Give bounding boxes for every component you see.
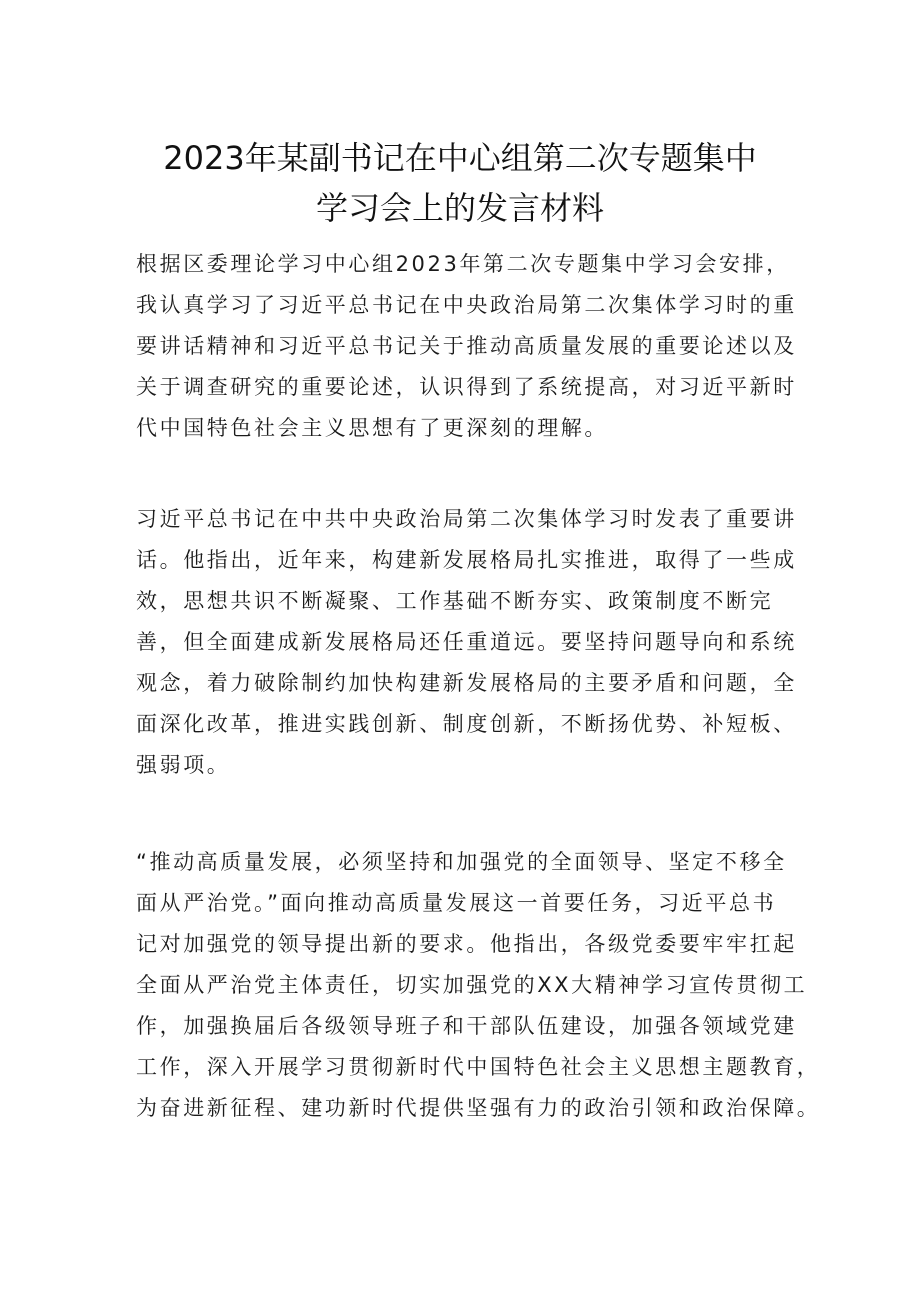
paragraph-line: 工作，深入开展学习贯彻新时代中国特色社会主义思想主题教育，: [136, 1055, 821, 1079]
paragraph-line: 话。他指出，近年来，构建新发展格局扎实推进，取得了一些成: [136, 548, 797, 572]
paragraph-line: 习近平总书记在中共中央政治局第二次集体学习时发表了重要讲: [136, 507, 797, 531]
paragraph-line: 效，思想共识不断凝聚、工作基础不断夯实、政策制度不断完: [136, 589, 774, 613]
paragraph-line: 善，但全面建成新发展格局还任重道远。要坚持问题导向和系统: [136, 630, 797, 654]
paragraph-line: 面从严治党。”面向推动高质量发展这一首要任务，习近平总书: [136, 891, 777, 915]
paragraph-line: 要讲话精神和习近平总书记关于推动高质量发展的重要论述以及: [136, 334, 797, 358]
paragraph-line: 根据区委理论学习中心组2023年第二次专题集中学习会安排，: [136, 252, 790, 276]
paragraph-2: [136, 499, 796, 786]
paragraph-line: “推动高质量发展，必须坚持和加强党的全面领导、坚定不移全: [136, 850, 787, 874]
paragraph-line: 为奋进新征程、建功新时代提供坚强有力的政治引领和政治保障。: [136, 1096, 821, 1120]
paragraph-line: 我认真学习了习近平总书记在中央政治局第二次集体学习时的重: [136, 293, 797, 317]
paragraph-line: 强弱项。: [136, 753, 231, 777]
paragraph-line: 全面从严治党主体责任，切实加强党的XX大精神学习宣传贯彻工: [136, 973, 808, 997]
paragraph-line: 作，加强换届后各级领导班子和干部队伍建设，加强各领域党建: [136, 1014, 797, 1038]
paragraph-line: 观念，着力破除制约加快构建新发展格局的主要矛盾和问题，全: [136, 671, 797, 695]
paragraph-line: 关于调查研究的重要论述，认识得到了系统提高，对习近平新时: [136, 375, 797, 399]
document-title-line-2: 学习会上的发言材料: [315, 189, 604, 227]
paragraph-1: [136, 244, 796, 449]
paragraph-line: 代中国特色社会主义思想有了更深刻的理解。: [136, 416, 608, 440]
paragraph-3: [136, 842, 821, 1129]
paragraph-line: 记对加强党的领导提出新的要求。他指出，各级党委要牢牢扛起: [136, 932, 797, 956]
document-title-line-1: 2023年某副书记在中心组第二次专题集中: [163, 139, 757, 177]
paragraph-line: 面深化改革，推进实践创新、制度创新，不断扬优势、补短板、: [136, 712, 797, 736]
